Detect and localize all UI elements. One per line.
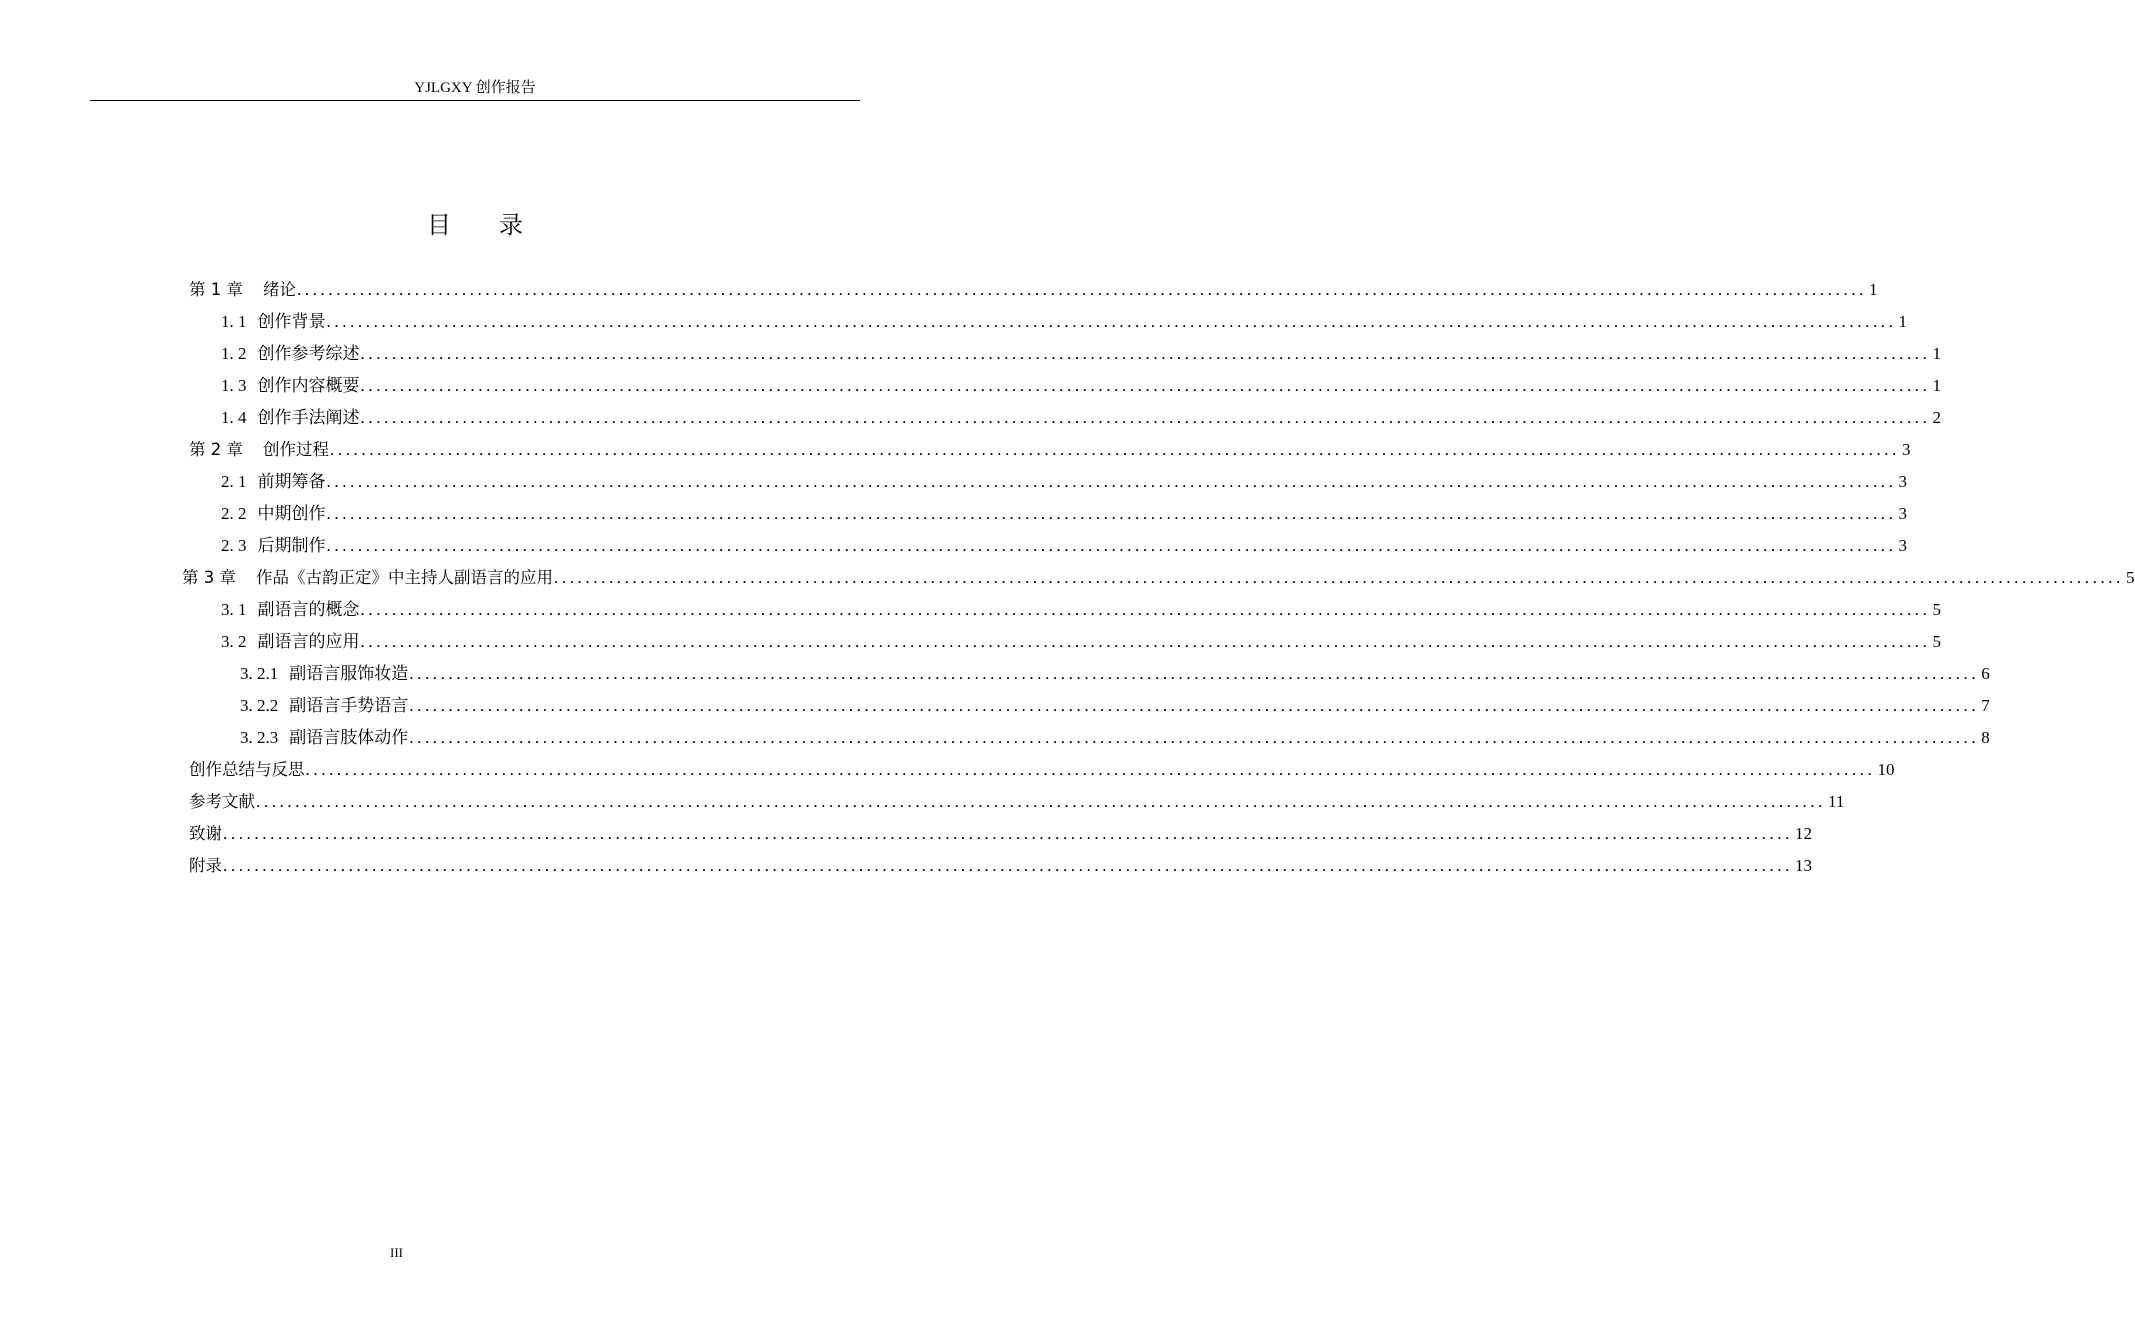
toc-entry-page: 3 [1898, 536, 1907, 555]
toc-entry-label: 创作内容概要 [257, 376, 360, 395]
toc-dot-leader: ........................................................................................................................................................................................................ [360, 376, 1931, 395]
toc-entry-page: 1 [1869, 280, 1878, 299]
toc-entry[interactable] [221, 594, 1941, 626]
toc-entry-label: 创作过程 [263, 440, 329, 459]
toc-entry-page: 11 [1828, 792, 1845, 811]
toc-entry-number: 1. 3 [221, 376, 247, 395]
toc-entry-page: 5 [2126, 568, 2135, 587]
toc-dot-leader: ........................................................................................................................................................................................................ [305, 760, 1876, 779]
toc-entry-label: 副语言手势语言 [289, 696, 409, 715]
toc-title [0, 210, 950, 242]
toc-dot-leader: ........................................................................................................................................................................................................ [409, 728, 1980, 747]
toc-entry[interactable] [221, 402, 1941, 434]
toc-dot-leader: ........................................................................................................................................................................................................ [326, 536, 1897, 555]
toc-dot-leader: ........................................................................................................................................................................................................ [223, 856, 1793, 875]
toc-entry-page: 7 [1981, 696, 1990, 715]
toc-dot-leader: ........................................................................................................................................................................................................ [360, 632, 1931, 651]
toc-entry-label: 后期制作 [257, 536, 326, 555]
toc-entry-number: 3. 2.2 [240, 696, 279, 715]
toc-dot-leader: ........................................................................................................................................................................................................ [409, 664, 1980, 683]
toc-entry[interactable] [189, 274, 1878, 306]
toc-entry-page: 5 [1932, 600, 1941, 619]
toc-entry-label: 绪论 [263, 280, 296, 299]
toc-entry[interactable] [240, 690, 1990, 722]
toc-dot-leader: ........................................................................................................................................................................................................ [297, 280, 1867, 299]
toc-dot-leader: ........................................................................................................................................................................................................ [360, 408, 1931, 427]
toc-entry-page: 3 [1902, 440, 1911, 459]
toc-entry[interactable] [189, 754, 1895, 786]
toc-dot-leader: ........................................................................................................................................................................................................ [256, 792, 1826, 811]
toc-entry-label: 创作背景 [257, 312, 326, 331]
header-rule [90, 100, 860, 101]
toc-entry-page: 6 [1981, 664, 1990, 683]
toc-entry-number: 3. 2.3 [240, 728, 279, 747]
toc-entry-label: 附录 [189, 856, 222, 875]
toc-entry-label: 副语言服饰妆造 [289, 664, 409, 683]
toc-entry[interactable] [221, 338, 1941, 370]
toc-entry[interactable] [221, 370, 1941, 402]
toc-entry-number: 2. 2 [221, 504, 247, 523]
toc-dot-leader: ........................................................................................................................................................................................................ [326, 504, 1897, 523]
toc-entry-page: 5 [1932, 632, 1941, 651]
toc-entry-label: 副语言的概念 [257, 600, 360, 619]
toc-entry-number: 第 2 章 [189, 440, 243, 459]
toc-entry-number: 第 1 章 [189, 280, 243, 299]
toc-dot-leader: ........................................................................................................................................................................................................ [223, 824, 1793, 843]
toc-title-right: 录 [499, 213, 523, 239]
toc-entry-number: 3. 2 [221, 632, 247, 651]
toc-entry-number: 2. 3 [221, 536, 247, 555]
toc-entry-label: 副语言肢体动作 [289, 728, 409, 747]
toc-entry-page: 1 [1932, 344, 1941, 363]
toc-entry[interactable] [189, 786, 1845, 818]
toc-entry-page: 12 [1795, 824, 1812, 843]
toc-entry-number: 第 3 章 [182, 568, 236, 587]
toc-entry[interactable] [189, 434, 1911, 466]
running-header: YJLGXY 创作报告 [414, 80, 536, 96]
toc-entry[interactable] [189, 850, 1812, 882]
toc-entry[interactable] [221, 498, 1907, 530]
toc-entry-label: 作品《古韵正定》中主持人副语言的应用 [256, 568, 553, 587]
toc-dot-leader: ........................................................................................................................................................................................................ [330, 440, 1900, 459]
toc-dot-leader: ........................................................................................................................................................................................................ [554, 568, 2124, 587]
toc-entry[interactable] [240, 658, 1990, 690]
toc-entry-number: 3. 2.1 [240, 664, 279, 683]
toc-dot-leader: ........................................................................................................................................................................................................ [409, 696, 1980, 715]
toc-dot-leader: ........................................................................................................................................................................................................ [360, 344, 1931, 363]
toc-entry[interactable] [221, 626, 1941, 658]
toc-entry-label: 创作参考综述 [257, 344, 360, 363]
toc-entry[interactable] [182, 562, 2135, 594]
toc-entry-page: 3 [1898, 472, 1907, 491]
toc-entry-label: 参考文献 [189, 792, 255, 811]
toc-entry[interactable] [189, 818, 1812, 850]
toc-entry-label: 前期筹备 [257, 472, 326, 491]
toc-dot-leader: ........................................................................................................................................................................................................ [326, 312, 1897, 331]
toc-entry-page: 13 [1795, 856, 1812, 875]
toc-entry-number: 1. 1 [221, 312, 247, 331]
toc-entry-page: 10 [1877, 760, 1895, 779]
toc-entry-number: 2. 1 [221, 472, 247, 491]
toc-entry-number: 1. 4 [221, 408, 247, 427]
toc-entry-number: 1. 2 [221, 344, 247, 363]
toc-entry-page: 1 [1898, 312, 1907, 331]
toc-entry[interactable] [221, 306, 1907, 338]
toc-entry-page: 2 [1932, 408, 1941, 427]
toc-entry-label: 中期创作 [257, 504, 326, 523]
toc-entry-number: 3. 1 [221, 600, 247, 619]
toc-entry-page: 3 [1898, 504, 1907, 523]
toc-dot-leader: ........................................................................................................................................................................................................ [326, 472, 1897, 491]
toc-title-left: 目 [427, 213, 451, 239]
toc-entry[interactable] [221, 530, 1907, 562]
toc-entry-page: 1 [1932, 376, 1941, 395]
toc-entry-label: 创作总结与反思 [189, 760, 305, 779]
toc-entry[interactable] [240, 722, 1990, 754]
toc-entry-page: 8 [1981, 728, 1990, 747]
toc-dot-leader: ........................................................................................................................................................................................................ [360, 600, 1931, 619]
toc-entry-label: 创作手法阐述 [257, 408, 360, 427]
toc-entry-label: 致谢 [189, 824, 222, 843]
page-number: III [390, 1245, 403, 1260]
toc-entry-label: 副语言的应用 [257, 632, 360, 651]
toc-entry[interactable] [221, 466, 1907, 498]
